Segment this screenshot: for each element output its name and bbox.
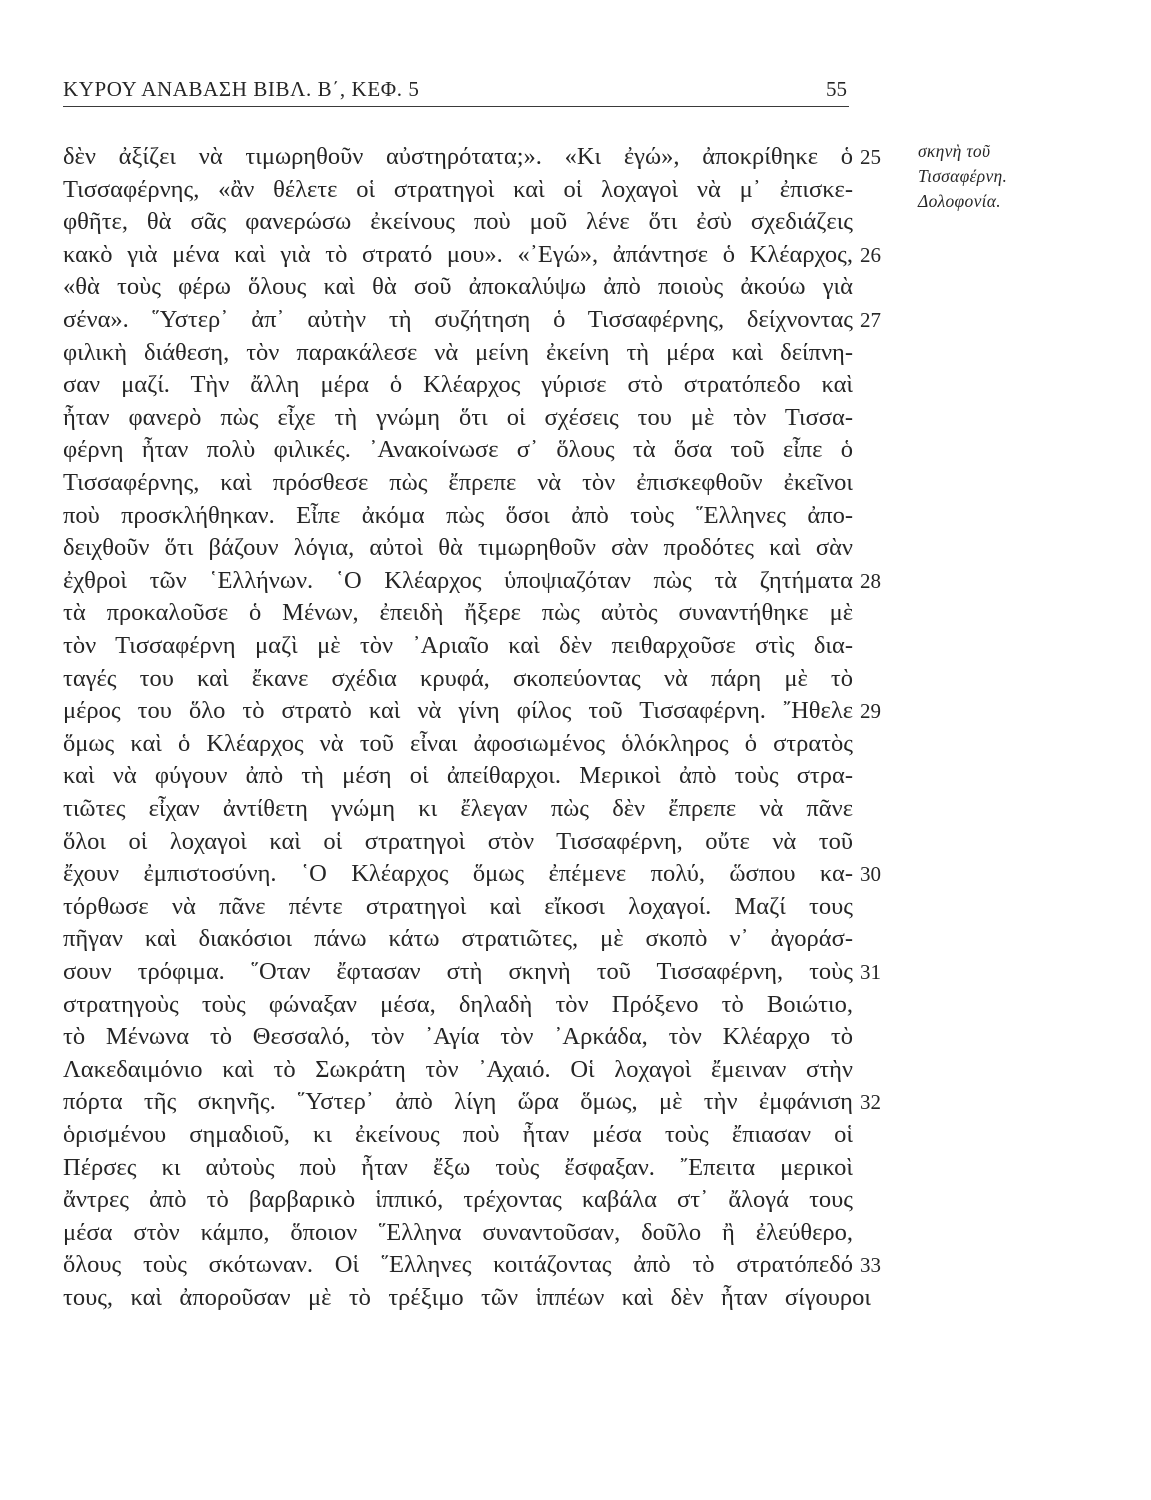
text-line: ὁρισμένου σημαδιοῦ, κι ἐκείνους ποὺ ἦταν μέσα τοὺς ἔπιασαν οἱ <box>63 1121 853 1148</box>
text-line: πόρτα τῆς σκηνῆς. ῞Υστερ᾽ ἀπὸ λίγη ὥρα ὅμως, μὲ τὴν ἐμφάνιση <box>63 1088 853 1116</box>
text-line: ὅμως καὶ ὁ Κλέαρχος νὰ τοῦ εἶναι ἀφοσιωμένος ὁλόκληρος ὁ στρατὸς <box>63 729 853 757</box>
text-line: σαν μαζί. Τὴν ἄλλη μέρα ὁ Κλέαρχος γύρισε στὸ στρατόπεδο καὶ <box>63 371 853 399</box>
section-number: 31 <box>860 960 881 984</box>
text-line: ὅλοι οἱ λοχαγοὶ καὶ οἱ στρατηγοὶ στὸν Τισσαφέρνη, οὔτε νὰ τοῦ <box>63 827 853 855</box>
text-line: φέρνη ἦταν πολὺ φιλικές. ᾽Ανακοίνωσε σ᾽ ὅλους τὰ ὅσα τοῦ εἶπε ὁ <box>63 436 853 464</box>
text-line: Τισσαφέρνης, καὶ πρόσθεσε πὼς ἔπρεπε νὰ τὸν ἐπισκεφθοῦν ἐκεῖνοι <box>63 469 853 496</box>
section-number: 33 <box>860 1253 881 1278</box>
text-line: τιῶτες εἶχαν ἀντίθετη γνώμη κι ἔλεγαν πὼς δὲν ἔπρεπε νὰ πᾶνε <box>63 795 853 822</box>
text-line: τόρθωσε νὰ πᾶνε πέντε στρατηγοὶ καὶ εἴκοσι λοχαγοί. Μαζί τους <box>63 892 853 920</box>
text-line: σουν τρόφιμα. ῞Οταν ἔφτασαν στὴ σκηνὴ τοῦ Τισσαφέρνη, τοὺς <box>63 958 853 985</box>
text-line: τὰ προκαλοῦσε ὁ Μένων, ἐπειδὴ ἤξερε πὼς αὐτὸς συναντήθηκε μὲ <box>63 599 853 627</box>
text-line: σένα». ῞Υστερ᾽ ἀπ᾽ αὐτὴν τὴ συζήτηση ὁ Τισσαφέρνης, δείχνοντας <box>63 306 853 333</box>
text-line: ἐχθροὶ τῶν ῾Ελλήνων. ῾Ο Κλέαρχος ὑποψιαζόταν πὼς τὰ ζητήματα <box>63 566 853 594</box>
text-line: φιλικὴ διάθεση, τὸν παρακάλεσε νὰ μείνη ἐκείνη τὴ μέρα καὶ δείπνη- <box>63 338 853 366</box>
margin-note-line: Τισσαφέρνη. <box>918 166 1008 186</box>
margin-note-line: σκηνὴ τοῦ <box>918 141 991 161</box>
text-line: ἄντρες ἀπὸ τὸ βαρβαρικὸ ἱππικό, τρέχοντας καβάλα στ᾽ ἄλογά τους <box>63 1186 853 1214</box>
text-line: τους, καὶ ἀποροῦσαν μὲ τὸ τρέξιμο τῶν ἱππέων καὶ δὲν ἦταν σίγουροι <box>63 1284 871 1311</box>
margin-note-line: Δολοφονία. <box>918 191 1001 211</box>
text-line: ποὺ προσκλήθηκαν. Εἶπε ἀκόμα πὼς ὅσοι ἀπὸ τοὺς ῞Ελληνες ἀπο- <box>63 501 853 529</box>
margin-note <box>918 139 1058 214</box>
header-title: ΚΥΡΟΥ ΑΝΑΒΑΣΗ ΒΙΒΛ. Β΄, ΚΕΦ. 5 <box>63 77 420 101</box>
section-number: 26 <box>860 242 881 267</box>
section-number: 27 <box>860 308 881 332</box>
page-number: 55 <box>826 77 847 101</box>
text-line: Τισσαφέρνης, «ἂν θέλετε οἱ στρατηγοὶ καὶ οἱ λοχαγοὶ νὰ μ᾽ ἐπισκε- <box>63 175 853 203</box>
text-line: δὲν ἀξίζει νὰ τιμωρηθοῦν αὐστηρότατα;». «Κι ἐγώ», ἀποκρίθηκε ὁ <box>63 143 853 170</box>
text-line: κακὸ γιὰ μένα καὶ γιὰ τὸ στρατό μου». «᾽Εγώ», ἀπάντησε ὁ Κλέαρχος, <box>63 240 853 268</box>
section-number: 32 <box>860 1090 881 1115</box>
text-line: στρατηγοὺς τοὺς φώναξαν μέσα, δηλαδὴ τὸν Πρόξενο τὸ Βοιώτιο, <box>63 990 853 1018</box>
text-line: «θὰ τοὺς φέρω ὅλους καὶ θὰ σοῦ ἀποκαλύψω ἀπὸ ποιοὺς ἀκούω γιὰ <box>63 273 853 301</box>
text-line: καὶ νὰ φύγουν ἀπὸ τὴ μέση οἱ ἀπείθαρχοι. Μερικοὶ ἀπὸ τοὺς στρα- <box>63 762 853 790</box>
section-number: 30 <box>860 862 881 887</box>
text-line: ὅλους τοὺς σκότωναν. Οἱ ῞Ελληνες κοιτάζοντας ἀπὸ τὸ στρατόπεδό <box>63 1251 853 1279</box>
text-line: ταγές του καὶ ἔκανε σχέδια κρυφά, σκοπεύοντας νὰ πάρη μὲ τὸ <box>63 664 853 692</box>
text-line: τὸν Τισσαφέρνη μαζὶ μὲ τὸν ᾽Αριαῖο καὶ δὲν πειθαρχοῦσε στὶς δια- <box>63 632 853 659</box>
text-line: δειχθοῦν ὅτι βάζουν λόγια, αὐτοὶ θὰ τιμωρηθοῦν σὰν προδότες καὶ σὰν <box>63 534 853 562</box>
section-number: 25 <box>860 145 881 169</box>
text-line: μέσα στὸν κάμπο, ὅποιον ῞Ελληνα συναντοῦσαν, δοῦλο ἢ ἐλεύθερο, <box>63 1218 853 1246</box>
section-number: 28 <box>860 568 881 593</box>
text-line: ἦταν φανερὸ πὼς εἶχε τὴ γνώμη ὅτι οἱ σχέσεις του μὲ τὸν Τισσα- <box>63 403 853 431</box>
text-line: φθῆτε, θὰ σᾶς φανερώσω ἐκείνους ποὺ μοῦ λένε ὅτι ἐσὺ σχεδιάζεις <box>63 208 853 236</box>
text-line: Πέρσες κι αὐτοὺς ποὺ ἦταν ἔξω τοὺς ἔσφαξαν. ῎Επειτα μερικοὶ <box>63 1153 853 1181</box>
text-line: μέρος του ὅλο τὸ στρατὸ καὶ νὰ γίνη φίλος τοῦ Τισσαφέρνη. ῎Ηθελε <box>63 697 853 725</box>
text-line: τὸ Μένωνα τὸ Θεσσαλό, τὸν ᾽Αγία τὸν ᾽Αρκάδα, τὸν Κλέαρχο τὸ <box>63 1023 853 1051</box>
text-line: πῆγαν καὶ διακόσιοι πάνω κάτω στρατιῶτες, μὲ σκοπὸ ν᾽ ἀγοράσ- <box>63 925 853 953</box>
text-line: ἔχουν ἐμπιστοσύνη. ῾Ο Κλέαρχος ὅμως ἐπέμενε πολύ, ὥσπου κα- <box>63 860 853 888</box>
text-line: Λακεδαιμόνιο καὶ τὸ Σωκράτη τὸν ᾽Αχαιό. Οἱ λοχαγοὶ ἔμειναν στὴν <box>63 1055 853 1083</box>
running-header <box>63 72 849 107</box>
section-number: 29 <box>860 699 881 724</box>
